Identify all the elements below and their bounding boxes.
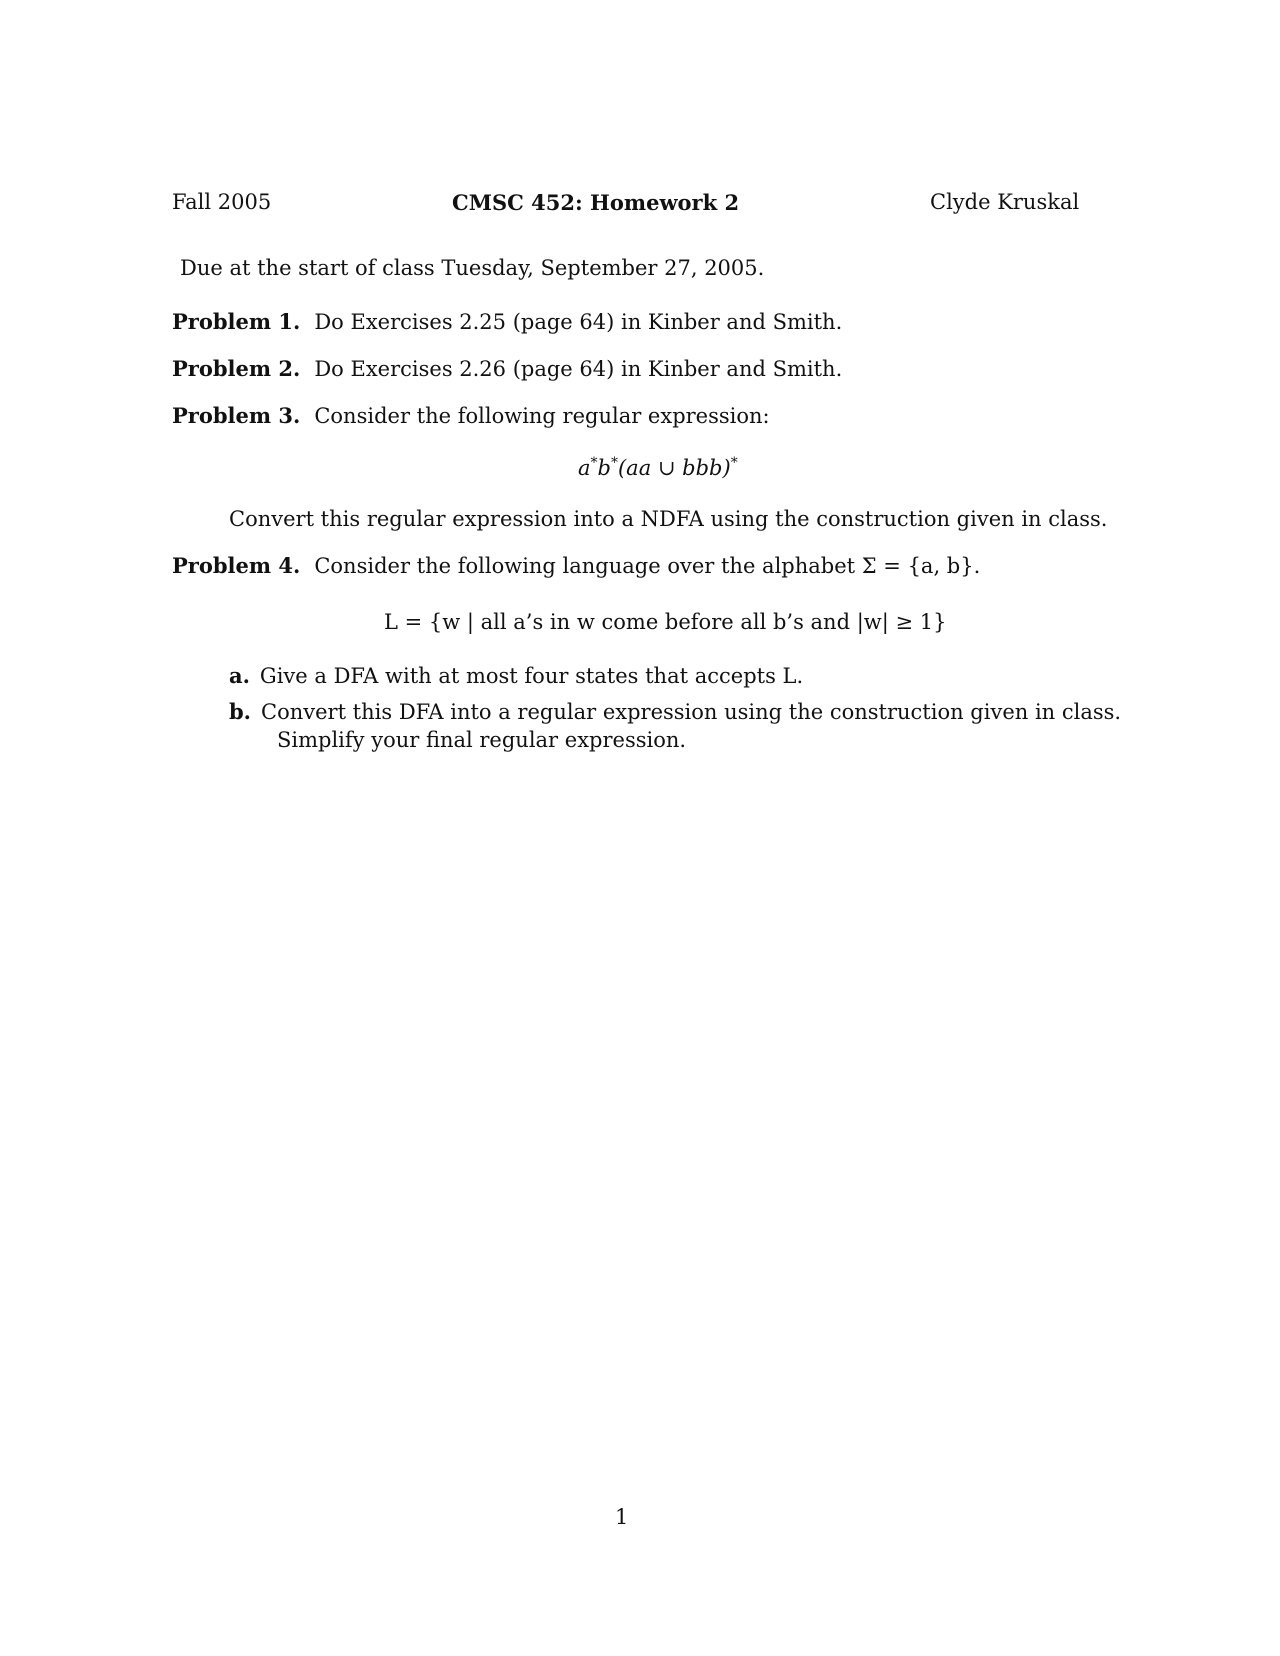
problem-4-label: Problem 4. bbox=[172, 553, 301, 578]
part-a bbox=[229, 663, 803, 688]
formula-star-3: * bbox=[730, 455, 738, 471]
regular-expression-formula bbox=[578, 455, 738, 480]
due-date: Due at the start of class Tuesday, September 27, 2005. bbox=[180, 256, 765, 280]
page-number: 1 bbox=[615, 1505, 629, 1529]
part-b-text: Convert this DFA into a regular expression using the construction given in class. bbox=[261, 700, 1122, 724]
part-b-label: b. bbox=[229, 699, 251, 724]
part-a-text: Give a DFA with at most four states that accepts L. bbox=[259, 664, 804, 688]
problem-3-convert: Convert this regular expression into a NDFA using the construction given in class. bbox=[229, 507, 1108, 531]
problem-2-text: Do Exercises 2.26 (page 64) in Kinber and Smith. bbox=[314, 357, 843, 381]
part-b-text-continued: Simplify your final regular expression. bbox=[277, 728, 687, 752]
problem-4-text: Consider the following language over the alphabet Σ = {a, b}. bbox=[314, 554, 981, 578]
header-term: Fall 2005 bbox=[172, 190, 272, 214]
formula-paren: (aa ∪ bbb) bbox=[617, 456, 731, 480]
page-title: CMSC 452: Homework 2 bbox=[452, 190, 740, 215]
problem-2-label: Problem 2. bbox=[172, 356, 301, 381]
part-a-label: a. bbox=[229, 663, 250, 688]
problem-3-text: Consider the following regular expression: bbox=[314, 404, 770, 428]
problem-2 bbox=[172, 356, 842, 381]
part-b bbox=[229, 699, 1121, 724]
problem-1 bbox=[172, 309, 842, 334]
problem-1-label: Problem 1. bbox=[172, 309, 301, 334]
formula-star-1: * bbox=[590, 455, 598, 471]
header-author: Clyde Kruskal bbox=[930, 190, 1080, 214]
problem-1-text: Do Exercises 2.25 (page 64) in Kinber and Smith. bbox=[314, 310, 843, 334]
language-definition: L = {w | all a’s in w come before all b’s and |w| ≥ 1} bbox=[384, 610, 947, 634]
problem-4 bbox=[172, 553, 980, 578]
problem-3-label: Problem 3. bbox=[172, 403, 301, 428]
formula-star-2: * bbox=[610, 455, 618, 471]
formula-a: a bbox=[578, 456, 591, 480]
formula-b: b bbox=[597, 456, 611, 480]
problem-3 bbox=[172, 403, 770, 428]
